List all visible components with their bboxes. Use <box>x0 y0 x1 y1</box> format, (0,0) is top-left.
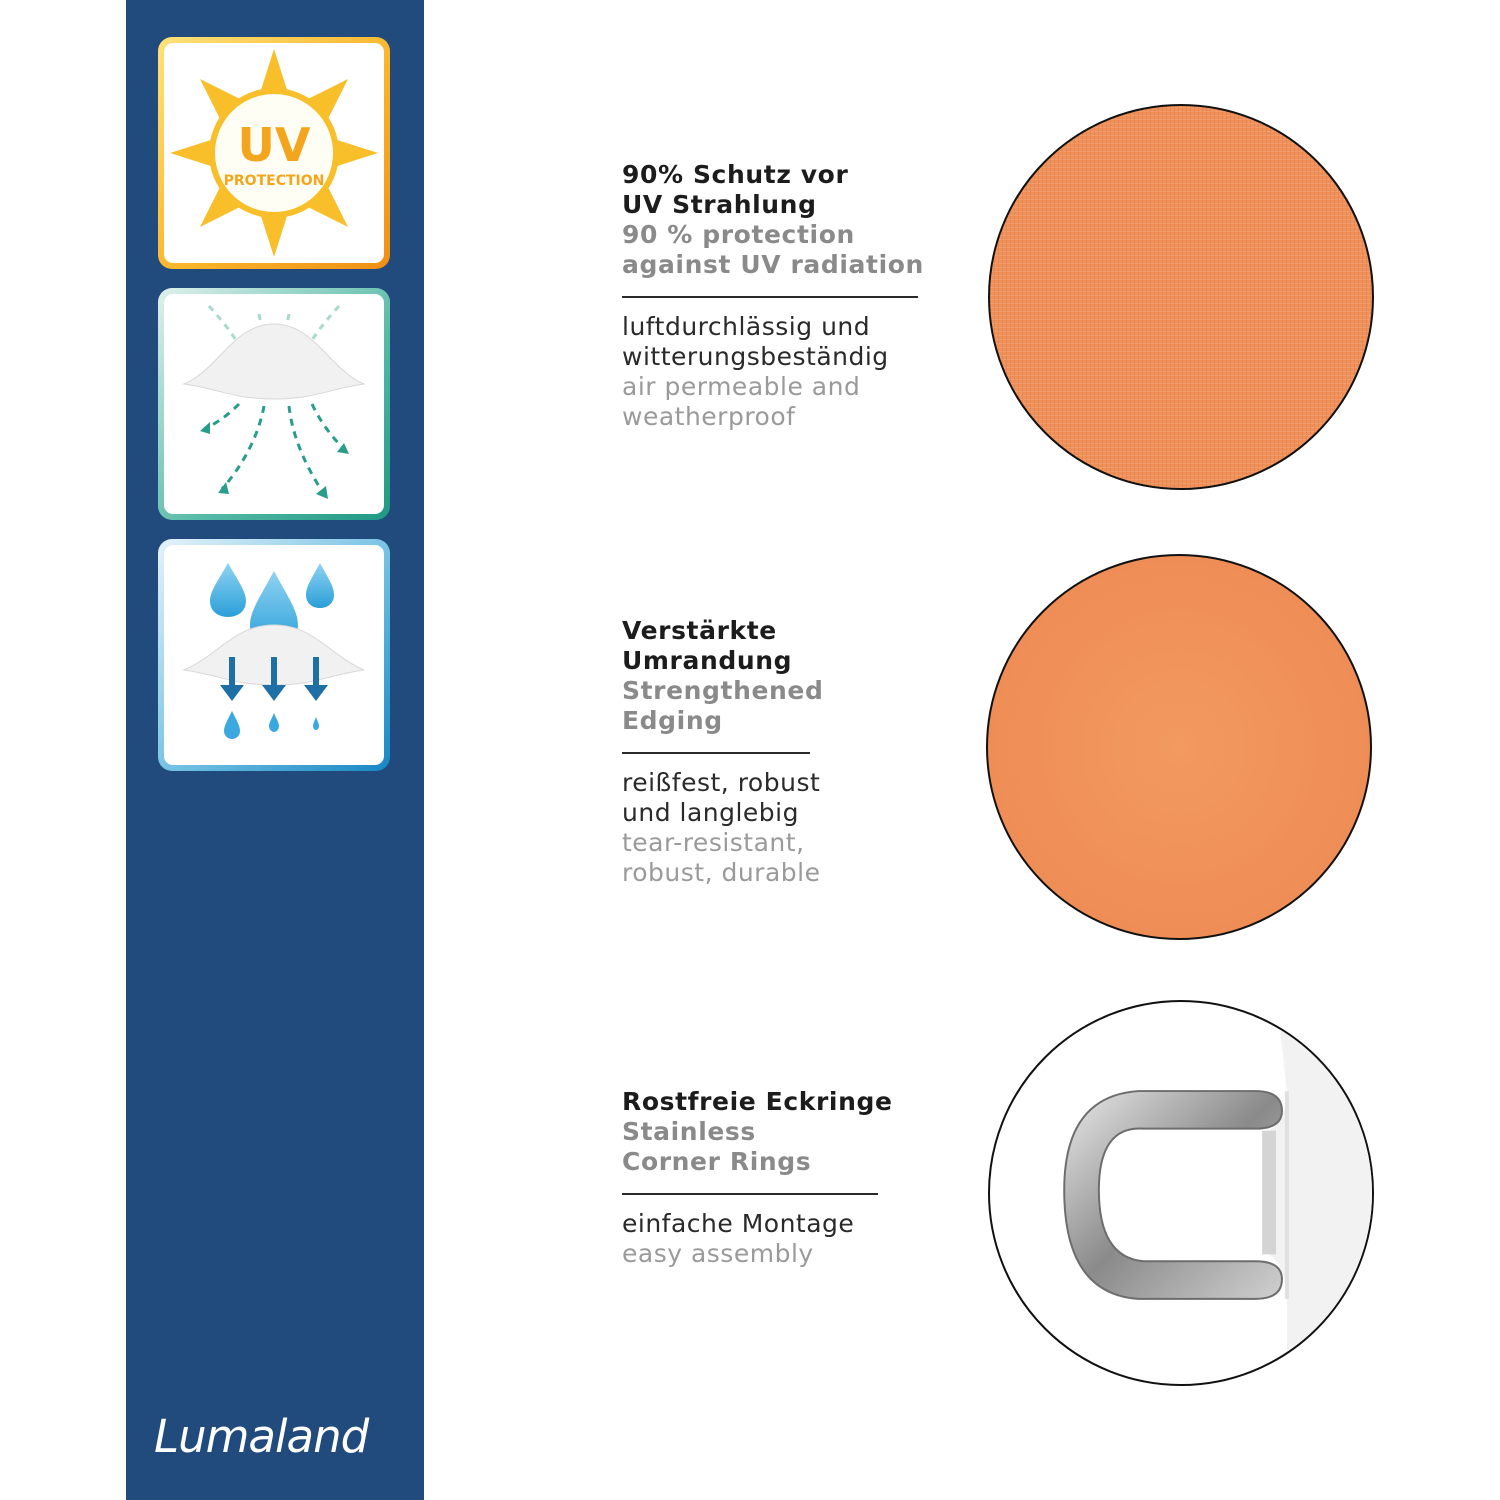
feature-desc-de: und langlebig <box>622 798 799 827</box>
corner-ring-closeup <box>988 1000 1374 1386</box>
fabric-texture-closeup <box>988 104 1374 490</box>
feature-desc-en: easy assembly <box>622 1239 814 1268</box>
feature-title-de: Rostfreie Eckringe <box>622 1087 893 1116</box>
feature-desc-de: einfache Montage <box>622 1209 855 1238</box>
feature-title-de: Verstärkte <box>622 616 777 645</box>
feature-title-de: UV Strahlung <box>622 190 817 219</box>
brand-logo: Lumaland <box>154 1410 369 1463</box>
feature-desc-de: witterungsbeständig <box>622 342 889 371</box>
feature-desc-en: tear-resistant, <box>622 828 805 857</box>
divider <box>622 752 810 754</box>
feature-desc-en: robust, durable <box>622 858 821 887</box>
feature-corner-rings <box>622 1087 893 1269</box>
air-permeable-badge <box>158 288 390 520</box>
d-ring-icon <box>990 1002 1372 1384</box>
feature-uv-protection <box>622 160 924 432</box>
protection-label: PROTECTION <box>223 173 325 189</box>
feature-strengthened-edging <box>622 616 824 888</box>
feature-title-de: Umrandung <box>622 646 793 675</box>
airflow-icon <box>164 294 384 514</box>
divider <box>622 1193 878 1195</box>
feature-desc-en: air permeable and <box>622 372 861 401</box>
feature-title-en: 90 % protection <box>622 220 855 249</box>
sun-icon <box>164 43 384 263</box>
uv-protection-badge <box>158 37 390 269</box>
feature-title-de: 90% Schutz vor <box>622 160 849 189</box>
feature-desc-de: luftdurchlässig und <box>622 312 871 341</box>
rain-drop-icon <box>164 545 384 765</box>
waterproof-badge <box>158 539 390 771</box>
feature-desc-de: reißfest, robust <box>622 768 821 797</box>
feature-title-en: Edging <box>622 706 723 735</box>
feature-desc-en: weatherproof <box>622 402 796 431</box>
uv-label: UV <box>237 118 311 172</box>
feature-title-en: against UV radiation <box>622 250 924 279</box>
feature-title-en: Corner Rings <box>622 1147 812 1176</box>
divider <box>622 296 918 298</box>
feature-title-en: Strengthened <box>622 676 824 705</box>
edging-closeup <box>986 554 1372 940</box>
feature-title-en: Stainless <box>622 1117 756 1146</box>
